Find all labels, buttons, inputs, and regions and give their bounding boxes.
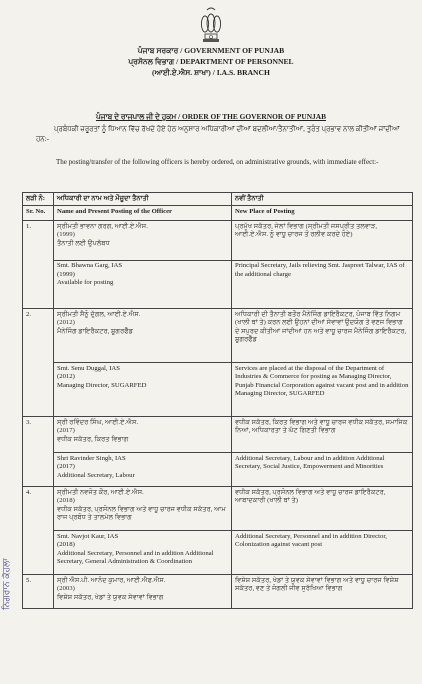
officer-name-pa: ਸ੍ਰੀਮਤੀ ਭਾਵਨਾ ਗਰਗ, ਆਈ.ਏ.ਐਸ. — [57, 222, 148, 230]
officer-name-en: Shri Ravinder Singh, IAS — [57, 454, 126, 462]
margin-stamp: ਨਿਗਰਾਨ ਕੋਹਲਾ — [2, 558, 12, 610]
officer-name-en: Smt. Bhawna Garg, IAS — [57, 262, 123, 270]
table-row — [23, 260, 413, 308]
officer-batch-en: (2017) — [57, 463, 75, 471]
sr-number: 5. — [23, 575, 54, 609]
col-header-sr-pa: ਲੜੀ ਨੰ: — [23, 193, 54, 206]
officer-cell-pa — [54, 417, 232, 453]
header-government-pa: ਪੰਜਾਬ ਸਰਕਾਰ — [137, 46, 179, 55]
officer-cell-pa — [54, 487, 232, 531]
col-header-new-en: New Place of Posting — [232, 206, 413, 221]
officer-name-pa: ਸ੍ਰੀ ਰਵਿੰਦਰ ਸਿੰਘ, ਆਈ.ਏ.ਐਸ. — [57, 418, 139, 426]
officer-post-en: Available for posting — [57, 279, 114, 287]
order-title-pa: ਪੰਜਾਬ ਦੇ ਰਾਜਪਾਲ ਜੀ ਦੇ ਹੁਕਮ — [95, 112, 177, 121]
header-branch: (ਆਈ.ਏ.ਐਸ. ਸ਼ਾਖਾ) / I.A.S. BRANCH — [152, 68, 270, 77]
officer-post-pa: ਵਿਸ਼ੇਸ਼ ਸਕੱਤਰ, ਖੇਡਾਂ ਤੇ ਯੁਵਕ ਸੇਵਾਵਾਂ ਵਿਭਾਗ — [57, 593, 164, 601]
officer-cell-pa — [54, 221, 232, 261]
new-posting-pa: ਪ੍ਰਮੁੱਖ ਸਕੱਤਰ, ਜੇਲਾਂ ਵਿਭਾਗ (ਸ੍ਰੀਮਤੀ ਜਸਪ੍ਰੀਤ ਤਲਵਾੜ, ਆਈ.ਏ.ਐਸ. ਨੂੰ ਵਾਧੂ ਚਾਰਜ ਤੋਂ ਰਲੀਵ ਕਰਦੇ ਹੋਏ) — [232, 221, 413, 261]
officer-post-pa: ਵਧੀਕ ਸਕੱਤਰ, ਕਿਰਤ ਵਿਭਾਗ — [57, 435, 129, 443]
header-government: ਪੰਜਾਬ ਸਰਕਾਰ / GOVERNMENT OF PUNJAB — [137, 46, 285, 55]
table-row — [23, 531, 413, 575]
officer-cell-pa — [54, 309, 232, 363]
officer-name-pa: ਸ੍ਰੀਮਤੀ ਸੈਨੂੰ ਦੁੱਗਲ, ਆਈ.ਏ.ਐਸ. — [57, 310, 141, 318]
officer-name-pa: ਸ੍ਰੀਮਤੀ ਨਵਜੋਤ ਕੌਰ, ਆਈ.ਏ.ਐਸ. — [57, 488, 144, 496]
header-branch-en: I.A.S. BRANCH — [216, 68, 270, 77]
new-posting-en: Additional Secretary, Personnel and in addition Director, Colonization against vacant post — [232, 531, 413, 575]
new-posting-en: Services are placed at the disposal of the Department of Industries & Commerce for posting as Managing Director, Punjab Financial Corporation against vacant post and in addition Managing Director, SUGARFED — [232, 363, 413, 417]
officer-batch-pa: (2003) — [57, 585, 75, 593]
officer-cell-en — [54, 453, 232, 487]
officer-cell-en — [54, 531, 232, 575]
sr-number: 1. — [23, 221, 54, 309]
col-header-name-pa: ਅਧਿਕਾਰੀ ਦਾ ਨਾਮ ਅਤੇ ਮੌਜੂਦਾ ਤੈਨਾਤੀ — [54, 193, 232, 206]
col-header-sr-en: Sr. No. — [23, 206, 54, 221]
state-emblem-icon — [195, 4, 227, 44]
header-department-en: DEPARTMENT OF PERSONNEL — [180, 57, 294, 66]
table-row — [23, 309, 413, 363]
officer-post-en: Additional Secretary, Personnel and in addition Additional Secretary, General Administration & Coordination — [57, 549, 214, 566]
posting-table — [22, 192, 413, 609]
officer-batch-pa: (2017) — [57, 427, 75, 435]
officer-batch-en: (2012) — [57, 373, 75, 381]
officer-name-en: Smt. Navjot Kaur, IAS — [57, 532, 119, 540]
officer-post-en: Additional Secretary, Labour — [57, 471, 135, 479]
header-branch-pa: (ਆਈ.ਏ.ਐਸ. ਸ਼ਾਖਾ) — [152, 68, 211, 77]
officer-batch-pa: (2018) — [57, 497, 75, 505]
new-posting-pa: ਵਧੀਕ ਸਕੱਤਰ, ਕਿਰਤ ਵਿਭਾਗ ਅਤੇ ਵਾਧੂ ਚਾਰਜ ਵਧੀਕ ਸਕੱਤਰ, ਸਮਾਜਿਕ ਨਿਆਂ, ਅਧਿਕਾਰਤਾ ਤੇ ਘੱਟ ਗਿਣਤੀ ਵਿਭਾਗ — [232, 417, 413, 453]
table-row — [23, 575, 413, 609]
header-department-pa: ਪ੍ਰਸੋਨਲ ਵਿਭਾਗ — [128, 57, 175, 66]
table-row — [23, 363, 413, 417]
header-department: ਪ੍ਰਸੋਨਲ ਵਿਭਾਗ / DEPARTMENT OF PERSONNEL — [128, 57, 294, 66]
sr-number: 3. — [23, 417, 54, 487]
new-posting-pa: ਵਧੀਕ ਸਕੱਤਰ, ਪ੍ਰਸੋਨਲ ਵਿਭਾਗ ਅਤੇ ਵਾਧੂ ਚਾਰਜ ਡਾਇਰੈਕਟਰ, ਆਬਾਦਕਾਰੀ (ਖਾਲੀ ਥਾਂ ਤੇ) — [232, 487, 413, 531]
officer-batch-pa: (2012) — [57, 319, 75, 327]
table-row — [23, 221, 413, 261]
new-posting-pa: ਵਿਸ਼ੇਸ਼ ਸਕੱਤਰ, ਖੇਡਾਂ ਤੇ ਯੁਵਕ ਸੇਵਾਵਾਂ ਵਿਭਾਗ ਅਤੇ ਵਾਧੂ ਚਾਰਜ ਵਿਸ਼ੇਸ਼ ਸਕੱਤਰ, ਵਣ ਤੇ ਜੰਗਲੀ ਜੀਵ ਸੁਰੱਖਿਆ ਵਿਭਾਗ — [232, 575, 413, 609]
table-row — [23, 487, 413, 531]
officer-batch-en: (2018) — [57, 541, 75, 549]
officer-post-pa: ਤੈਨਾਤੀ ਲਈ ਉਪਲੱਬਧ — [57, 239, 110, 247]
table-header-row-en — [23, 206, 413, 221]
sr-number: 4. — [23, 487, 54, 575]
officer-batch-en: (1999) — [57, 270, 75, 278]
order-title-en: ORDER OF THE GOVERNOR OF PUNJAB — [181, 112, 327, 121]
order-title: ਪੰਜਾਬ ਦੇ ਰਾਜਪਾਲ ਜੀ ਦੇ ਹੁਕਮ / ORDER OF THE GOVERNOR OF PUNJAB — [95, 112, 327, 121]
officer-cell-en — [54, 363, 232, 417]
table-header-row-pa — [23, 193, 413, 206]
new-posting-en: Additional Secretary, Labour and in addition Additional Secretary, Social Justice, Empowerment and Minorities — [232, 453, 413, 487]
officer-post-pa: ਮੈਨੇਜਿੰਗ ਡਾਇਰੈਕਟਰ, ਸ਼ੂਗਰਫੈੱਡ — [57, 327, 133, 335]
officer-name-en: Smt. Senu Duggal, IAS — [57, 364, 120, 372]
new-posting-pa: ਅਧਿਕਾਰੀ ਦੀ ਤੈਨਾਤੀ ਬਤੌਰ ਮੈਨੇਜਿੰਗ ਡਾਇਰੈਕਟਰ, ਪੰਜਾਬ ਵਿੱਤ ਨਿਗਮ (ਖਾਲੀ ਥਾਂ ਤੇ) ਕਰਨ ਲਈ ਉਹਨਾਂ ਦੀਆਂ ਸੇਵਾਵਾਂ ਉਦਯੋਗ ਤੇ ਵਣਜ ਵਿਭਾਗ ਦੇ ਸਪੁਰਦ ਕੀਤੀਆਂ ਜਾਂਦੀਆਂ ਹਨ ਅਤੇ ਵਾਧੂ ਚਾਰਜ ਮੈਨੇਜਿੰਗ ਡਾਇਰੈਕਟਰ, ਸ਼ੂਗਰਫੈੱਡ — [232, 309, 413, 363]
officer-cell-en — [54, 260, 232, 308]
officer-batch-pa: (1999) — [57, 231, 75, 239]
officer-name-pa: ਸ੍ਰੀ ਐਸ.ਪੀ. ਆਨੰਦ ਕੁਮਾਰ, ਆਈ.ਐਫ.ਐਸ. — [57, 576, 166, 584]
sr-number: 2. — [23, 309, 54, 417]
officer-post-en: Managing Director, SUGARFED — [57, 381, 147, 389]
col-header-name-en: Name and Present Posting of the Officer — [54, 206, 232, 221]
new-posting-en: Principal Secretary, Jails relieving Smt. Jaspreet Talwar, IAS of the additional charge — [232, 260, 413, 308]
officer-post-pa: ਵਧੀਕ ਸਕੱਤਰ, ਪ੍ਰਸੋਨਲ ਵਿਭਾਗ ਅਤੇ ਵਾਧੂ ਚਾਰਜ ਵਧੀਕ ਸਕੱਤਰ, ਆਮ ਰਾਜ ਪ੍ਰਬੰਧ ਤੇ ਤਾਲਮੇਲ ਵਿਭਾਗ — [57, 505, 226, 522]
col-header-new-pa: ਨਵੀਂ ਤੈਨਾਤੀ — [232, 193, 413, 206]
table-row — [23, 453, 413, 487]
intro-paragraph-pa: ਪ੍ਰਬੰਧਕੀ ਜ਼ਰੂਰਤਾਂ ਨੂੰ ਧਿਆਨ ਵਿੱਚ ਰੱਖਦੇ ਹੋਏ ਹੇਠ ਅਨੁਸਾਰ ਅਧਿਕਾਰੀਆਂ ਦੀਆਂ ਬਦਲੀਆਂ/ਤੈਨਾਤੀਆਂ, ਤੁਰੰਤ ਪ੍ਰਭਾਵ ਨਾਲ ਕੀਤੀਆਂ ਜਾਂਦੀਆਂ ਹਨ:- — [36, 125, 400, 143]
table-row — [23, 417, 413, 453]
intro-paragraph-en: The posting/transfer of the following officers is hereby ordered, on administrative grounds, with immediate effect:- — [56, 158, 379, 166]
header-government-en: GOVERNMENT OF PUNJAB — [184, 46, 285, 55]
officer-cell-pa — [54, 575, 232, 609]
